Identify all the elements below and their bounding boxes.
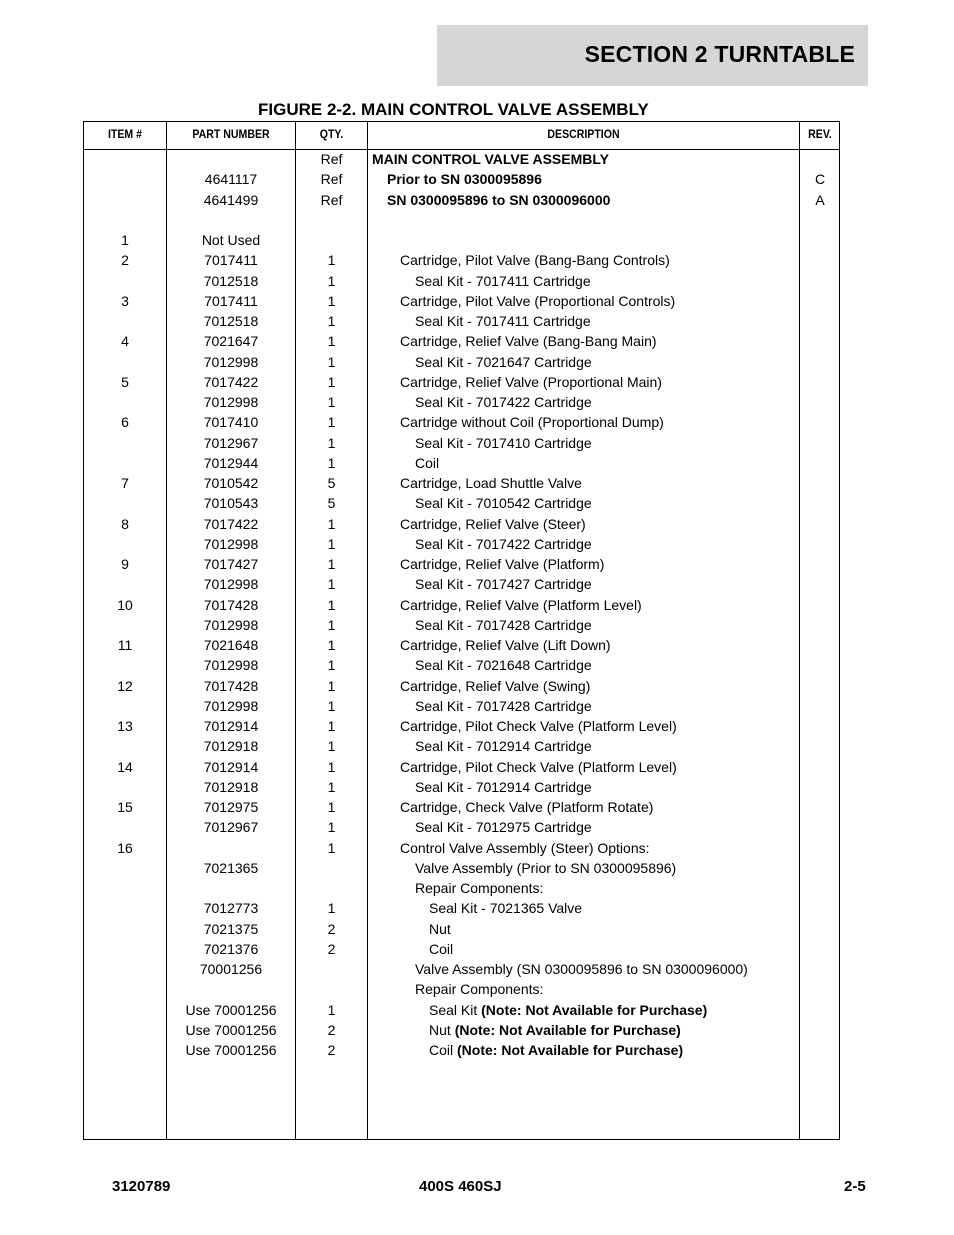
quantity: Ref xyxy=(320,151,343,167)
description-text: Seal Kit - 7017428 Cartridge xyxy=(415,697,592,714)
quantity: 1 xyxy=(327,819,336,836)
table-row xyxy=(84,860,839,880)
part-number: 7012918 xyxy=(203,738,259,755)
table-row xyxy=(84,738,839,758)
item-number: 13 xyxy=(117,718,133,734)
description xyxy=(372,374,826,390)
part-number: 7012998 xyxy=(203,394,259,410)
description xyxy=(372,819,841,835)
part-number: 7021648 xyxy=(203,637,259,653)
description xyxy=(372,698,841,714)
table-row xyxy=(84,151,839,171)
description-text: Seal Kit - 7017410 Cartridge xyxy=(415,434,592,451)
header-divider xyxy=(84,149,839,150)
part-number: 7017411 xyxy=(204,292,258,309)
description-text: Seal Kit - 7017411 Cartridge xyxy=(415,272,591,289)
quantity: 1 xyxy=(327,718,336,734)
description-text: Cartridge, Relief Valve (Proportional Main) xyxy=(400,373,662,390)
table-row xyxy=(84,597,839,617)
part-number: 4641499 xyxy=(203,191,259,208)
item-number: 1 xyxy=(121,232,129,248)
quantity: 1 xyxy=(327,778,336,795)
description-text: Nut xyxy=(429,920,451,937)
description xyxy=(372,495,841,511)
description xyxy=(372,252,826,268)
description-text: Cartridge, Pilot Valve (Proportional Controls) xyxy=(400,292,676,309)
item-number: 10 xyxy=(117,596,133,613)
description xyxy=(372,1022,855,1038)
part-number: 7021365 xyxy=(203,859,259,876)
description-text: Cartridge, Pilot Check Valve (Platform Level) xyxy=(400,718,677,734)
part-number: 7017422 xyxy=(203,515,259,532)
quantity: 2 xyxy=(327,1042,336,1058)
description-text: Coil xyxy=(429,1042,454,1058)
description-text: Cartridge, Load Shuttle Valve xyxy=(400,475,582,491)
quantity: 2 xyxy=(327,940,336,957)
description xyxy=(372,597,826,613)
column-header-part-number: PART NUMBER xyxy=(192,127,270,141)
table-row xyxy=(84,921,839,941)
quantity: Ref xyxy=(320,171,343,188)
description xyxy=(372,414,826,430)
table-row xyxy=(84,212,839,232)
footer-page-number: 2-5 xyxy=(844,1178,866,1195)
description xyxy=(372,151,798,167)
item-number: 11 xyxy=(117,637,133,653)
quantity: 1 xyxy=(327,292,336,309)
description xyxy=(372,840,826,856)
description xyxy=(372,556,826,572)
quantity: 1 xyxy=(327,839,336,856)
part-number: Use 70001256 xyxy=(185,1042,277,1058)
description-text: Seal Kit - 7017422 Cartridge xyxy=(415,394,592,410)
description xyxy=(372,678,826,694)
table-row xyxy=(84,495,839,515)
part-number: 7012975 xyxy=(203,799,259,815)
description-text: Seal Kit - 7021365 Valve xyxy=(429,900,583,917)
description xyxy=(372,779,841,795)
figure-title: FIGURE 2-2. MAIN CONTROL VALVE ASSEMBLY xyxy=(258,100,649,119)
description xyxy=(372,354,841,370)
table-row xyxy=(84,698,839,718)
description xyxy=(372,273,841,289)
description xyxy=(372,921,855,937)
column-header-item: ITEM # xyxy=(107,127,143,141)
quantity: Ref xyxy=(320,191,343,208)
availability-note: (Note: Not Available for Purchase) xyxy=(481,1001,708,1018)
part-number: 7012918 xyxy=(203,778,259,795)
part-number: Use 70001256 xyxy=(185,1001,277,1018)
table-row xyxy=(84,1002,839,1022)
description-text: Cartridge, Pilot Check Valve (Platform Level) xyxy=(400,758,677,775)
table-row xyxy=(84,840,839,860)
quantity: 1 xyxy=(327,616,336,633)
part-number: 7021376 xyxy=(203,940,259,957)
part-number: 7012998 xyxy=(203,353,259,370)
table-row xyxy=(84,414,839,434)
table-row xyxy=(84,252,839,272)
table-row xyxy=(84,637,839,657)
item-number: 5 xyxy=(121,373,129,390)
quantity: 1 xyxy=(327,454,336,471)
part-number: 7021375 xyxy=(203,920,259,937)
section-header-banner xyxy=(437,25,868,86)
quantity: 1 xyxy=(327,272,336,289)
description xyxy=(372,657,841,673)
table-row xyxy=(84,657,839,677)
revision: A xyxy=(815,191,825,208)
description-text: Cartridge, Check Valve (Platform Rotate) xyxy=(400,799,654,815)
item-number: 15 xyxy=(117,799,133,815)
part-number: 7012998 xyxy=(203,657,259,674)
column-header-rev: REV. xyxy=(808,127,832,141)
item-number: 6 xyxy=(121,414,129,431)
part-number: 7012518 xyxy=(203,272,259,289)
description xyxy=(372,738,841,754)
description-text: Seal Kit - 7017427 Cartridge xyxy=(415,576,592,593)
quantity: 1 xyxy=(327,556,336,572)
description xyxy=(372,799,826,815)
table-row xyxy=(84,556,839,576)
description-text: Valve Assembly (SN 0300095896 to SN 0300096000) xyxy=(415,961,748,977)
table-row xyxy=(84,273,839,293)
part-number: 7012914 xyxy=(203,718,259,734)
table-row xyxy=(84,354,839,374)
description xyxy=(372,313,841,329)
description xyxy=(372,171,813,187)
availability-note: (Note: Not Available for Purchase) xyxy=(457,1042,684,1058)
quantity: 1 xyxy=(327,313,336,329)
quantity: 5 xyxy=(327,475,336,491)
description-text: Cartridge, Relief Valve (Lift Down) xyxy=(400,637,611,653)
part-number: 7012967 xyxy=(203,434,259,451)
quantity: 1 xyxy=(327,596,336,613)
quantity: 2 xyxy=(327,1021,336,1038)
part-number: 4641117 xyxy=(204,171,258,188)
table-row xyxy=(84,819,839,839)
quantity: 1 xyxy=(327,657,336,674)
revision: C xyxy=(814,171,826,188)
table-row xyxy=(84,678,839,698)
part-number: 7017428 xyxy=(203,596,259,613)
part-number: 7017428 xyxy=(203,677,259,694)
table-row xyxy=(84,374,839,394)
quantity: 1 xyxy=(327,677,336,694)
part-number: 7012518 xyxy=(203,313,259,329)
description-text: Seal Kit - 7010542 Cartridge xyxy=(415,495,592,512)
description-text: Seal Kit - 7017428 Cartridge xyxy=(415,616,592,633)
description-text: Seal Kit - 7021648 Cartridge xyxy=(415,657,592,674)
table-row xyxy=(84,941,839,961)
quantity: 1 xyxy=(327,373,336,390)
item-number: 16 xyxy=(117,839,133,856)
description-text: Cartridge, Relief Valve (Swing) xyxy=(400,677,591,694)
part-number: 7021647 xyxy=(203,333,259,350)
description xyxy=(372,961,841,977)
table-row xyxy=(84,961,839,981)
item-number: 2 xyxy=(121,252,129,269)
item-number: 8 xyxy=(121,515,129,532)
part-number: 7012967 xyxy=(203,819,259,836)
table-row xyxy=(84,1042,839,1062)
table-row xyxy=(84,981,839,1001)
description-text: Nut xyxy=(429,1021,451,1038)
table-row xyxy=(84,1022,839,1042)
description-text: Cartridge without Coil (Proportional Dump) xyxy=(400,414,664,431)
quantity: 1 xyxy=(327,576,336,593)
quantity: 1 xyxy=(327,697,336,714)
table-row xyxy=(84,799,839,819)
quantity: 1 xyxy=(327,535,336,552)
description-text: Seal Kit - 7012914 Cartridge xyxy=(415,738,592,755)
item-number: 14 xyxy=(117,758,133,775)
part-number: Not Used xyxy=(201,232,261,248)
quantity: 1 xyxy=(327,799,336,815)
description-text: SN 0300095896 to SN 0300096000 xyxy=(387,191,611,208)
quantity: 1 xyxy=(327,637,336,653)
quantity: 1 xyxy=(327,434,336,451)
description-text: Seal Kit - 7017411 Cartridge xyxy=(415,313,591,329)
table-row xyxy=(84,759,839,779)
part-number: Use 70001256 xyxy=(185,1021,277,1038)
description xyxy=(372,475,826,491)
description-text: Valve Assembly (Prior to SN 0300095896) xyxy=(415,859,677,876)
description xyxy=(372,1002,855,1018)
table-body xyxy=(84,151,839,1062)
table-row xyxy=(84,536,839,556)
description xyxy=(372,455,841,471)
table-row xyxy=(84,394,839,414)
description xyxy=(372,718,826,734)
table-row xyxy=(84,192,839,212)
table-row xyxy=(84,435,839,455)
table-row xyxy=(84,516,839,536)
table-row xyxy=(84,333,839,353)
description xyxy=(372,192,813,208)
part-number: 7012998 xyxy=(203,535,259,552)
table-row xyxy=(84,617,839,637)
quantity: 1 xyxy=(327,333,336,350)
item-number: 12 xyxy=(117,677,133,694)
quantity: 1 xyxy=(327,252,336,269)
footer-model: 400S 460SJ xyxy=(419,1178,502,1195)
quantity: 1 xyxy=(327,394,336,410)
availability-note: (Note: Not Available for Purchase) xyxy=(454,1021,681,1038)
description-text: Seal Kit - 7021647 Cartridge xyxy=(415,353,592,370)
part-number: 7017422 xyxy=(203,373,259,390)
description-text: Repair Components: xyxy=(415,981,544,998)
description xyxy=(372,576,841,592)
footer-document-number: 3120789 xyxy=(112,1178,171,1195)
quantity: 1 xyxy=(327,900,336,917)
description xyxy=(372,860,841,876)
description-text: Coil xyxy=(429,940,454,957)
quantity: 1 xyxy=(327,738,336,755)
part-number: 7017410 xyxy=(203,414,259,431)
part-number: 7010542 xyxy=(203,475,259,491)
description-text: Cartridge, Relief Valve (Platform) xyxy=(400,556,605,572)
quantity: 5 xyxy=(327,495,336,512)
description xyxy=(372,637,826,653)
description xyxy=(372,333,826,349)
column-header-description: DESCRIPTION xyxy=(547,127,620,141)
description-text: Repair Components: xyxy=(415,880,544,896)
description-text: Prior to SN 0300095896 xyxy=(387,171,542,188)
description xyxy=(372,900,855,916)
table-row xyxy=(84,293,839,313)
item-number: 4 xyxy=(121,333,129,350)
quantity: 1 xyxy=(327,1001,336,1018)
quantity: 2 xyxy=(327,920,336,937)
table-row xyxy=(84,475,839,495)
table-row xyxy=(84,171,839,191)
item-number: 3 xyxy=(121,292,129,309)
description-text: Cartridge, Relief Valve (Steer) xyxy=(400,515,586,532)
section-title: SECTION 2 TURNTABLE xyxy=(584,41,855,67)
description xyxy=(372,759,826,775)
quantity: 1 xyxy=(327,758,336,775)
table-row xyxy=(84,455,839,475)
description xyxy=(372,536,841,552)
parts-table xyxy=(83,121,840,1140)
description-text: Cartridge, Relief Valve (Platform Level) xyxy=(400,596,642,613)
description xyxy=(372,941,855,957)
description-text: MAIN CONTROL VALVE ASSEMBLY xyxy=(372,151,609,167)
description-text: Control Valve Assembly (Steer) Options: xyxy=(400,839,650,856)
description-text: Seal Kit xyxy=(429,1001,478,1018)
table-row xyxy=(84,232,839,252)
part-number: 70001256 xyxy=(199,961,263,977)
description-text: Seal Kit - 7012975 Cartridge xyxy=(415,819,592,836)
description xyxy=(372,617,841,633)
part-number: 7012944 xyxy=(203,454,259,471)
part-number: 7012773 xyxy=(203,900,259,917)
part-number: 7017411 xyxy=(204,252,258,269)
description-text: Seal Kit - 7017422 Cartridge xyxy=(415,535,592,552)
description xyxy=(372,1042,855,1058)
description xyxy=(372,516,826,532)
table-row xyxy=(84,718,839,738)
description xyxy=(372,394,841,410)
part-number: 7012998 xyxy=(203,697,259,714)
description-text: Seal Kit - 7012914 Cartridge xyxy=(415,778,592,795)
part-number: 7012914 xyxy=(203,758,259,775)
quantity: 1 xyxy=(327,414,336,431)
description xyxy=(372,435,841,451)
table-row xyxy=(84,779,839,799)
table-row xyxy=(84,313,839,333)
description-text: Cartridge, Relief Valve (Bang-Bang Main) xyxy=(400,333,657,350)
quantity: 1 xyxy=(327,353,336,370)
description-text: Cartridge, Pilot Valve (Bang-Bang Controls) xyxy=(400,252,670,269)
part-number: 7017427 xyxy=(203,556,259,572)
table-row xyxy=(84,576,839,596)
item-number: 9 xyxy=(121,556,129,572)
table-row xyxy=(84,900,839,920)
description xyxy=(372,293,826,309)
item-number: 7 xyxy=(121,475,129,491)
table-row xyxy=(84,880,839,900)
part-number: 7010543 xyxy=(203,495,259,512)
description xyxy=(372,880,841,896)
quantity: 1 xyxy=(327,515,336,532)
description xyxy=(372,981,841,997)
part-number: 7012998 xyxy=(203,616,259,633)
description-text: Coil xyxy=(415,454,440,471)
column-header-qty: QTY. xyxy=(319,127,344,141)
part-number: 7012998 xyxy=(203,576,259,593)
